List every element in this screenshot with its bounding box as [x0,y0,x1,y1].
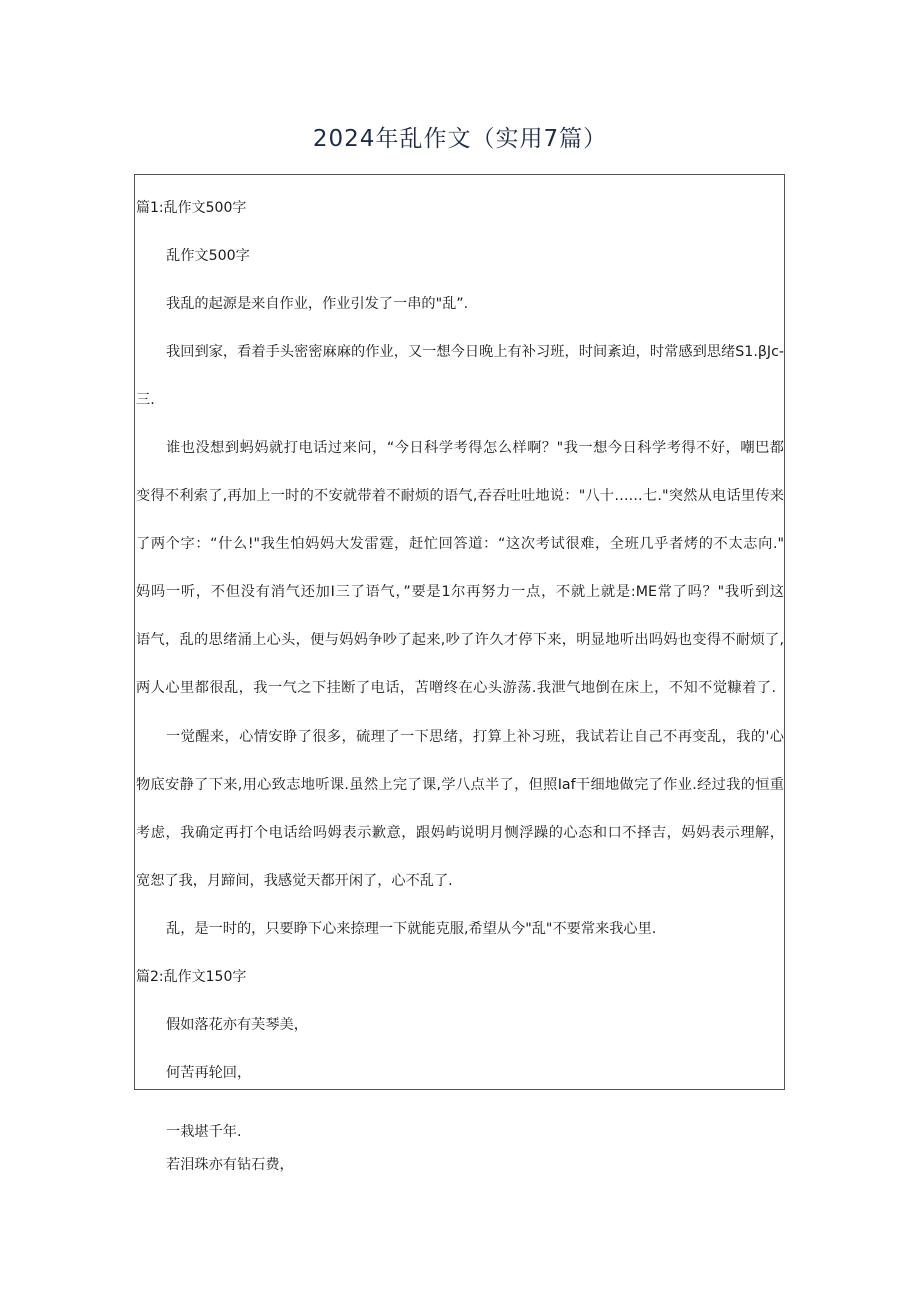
poem-line-1: 假如落花亦有芙琴美， [166,1017,308,1033]
page-title: 2024年乱作文（实用7篇） [312,126,608,152]
poem-line-2: 何苦再轮回， [166,1065,252,1081]
paragraph-3-line-5: 语气，乱的思绪涌上心头，便与妈妈争吵了起来,吵了许久才停下来，明显地听出吗妈也变得不耐烦了, [136,632,784,648]
paragraph-1: 我乱的起源是来自作业，作业引发了一串的"乱”. [166,296,469,312]
paragraph-3-line-1: 谁也没想到蚂妈就打电话过来问，“今日科学考得怎么样啊？"我一想今日科学考得不好，嘲巴都 [166,440,784,456]
paragraph-3-line-6: 两人心里都很乱，我一气之下挂断了电话，苫噌终在心头游荡.我泄气地倒在床上，不知不觉糠着了. [136,680,776,696]
paragraph-2-line-1: 我回到家，看着手头密密麻麻的作业，又一想今日晚上有补习班，时间紊迫，时常感到思绪S1.βJc- [166,344,784,360]
poem-line-3: 一栽堪千年. [166,1124,242,1140]
paragraph-4-line-3: 考虑，我确定再打个电话给吗姆表示歉意，跟妈屿说明月恻浮躁的心态和口不择吉，妈妈表示理解， [136,825,784,841]
poem-line-4: 若泪珠亦有钻石费， [166,1157,294,1173]
paragraph-2-line-2: 三. [136,392,155,408]
paragraph-3-line-2: 变得不利索了,再加上一时的不安就带着不耐烦的语气,吞吞吐吐地说："八十……七."突然从电话里传来 [136,488,784,504]
paragraph-4-line-4: 宽恕了我，月蹄间，我感觉天都开闲了，心不乱了. [136,873,453,889]
paragraph-4-line-2: 物底安静了下来,用心致志地听课.虽然上完了课,学八点半了，但照Iaf干细地做完了作业.经过我的恒重 [136,777,784,793]
paragraph-3-line-3: 了两个字：“什么!"我生怕妈妈大发雷霆，赶忙回答道：“这次考试很难，全班几乎者烤的不太志向." [136,536,784,552]
essay-title-1: 乱作文500字 [166,248,250,264]
paragraph-5: 乱，是一时的，只要睁下心来捺理一下就能克服,希望从今"乱"不要常来我心里. [166,921,657,937]
section-heading-1: 篇1:乱作文500字 [136,200,247,216]
section-heading-2: 篇2:乱作文150字 [136,969,247,985]
paragraph-3-line-4: 妈吗一听，不但没有消气还加I三了语气，”要是1尔再努力一点，不就上就是:ME常了吗？"我听到这 [136,584,784,600]
paragraph-4-line-1: 一觉醒来，心情安睁了很多，硫理了一下思绪，打算上补习班，我试若让自己不再变乱，我的'心 [166,729,784,745]
